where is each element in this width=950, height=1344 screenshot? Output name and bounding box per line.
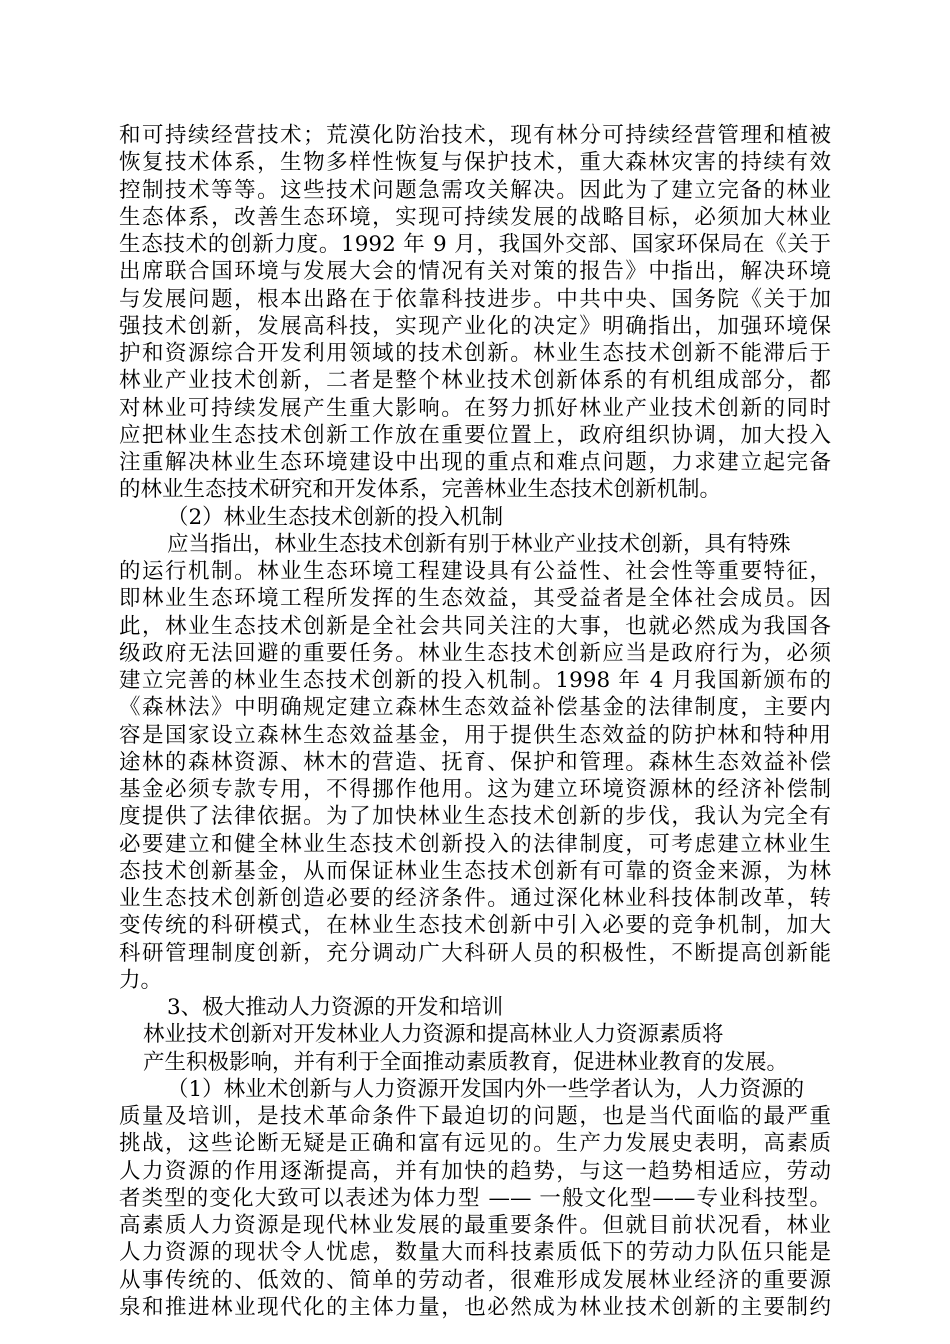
text-line: 即林业生态环境工程所发挥的生态效益，其受益者是全体社会成员。因 [119, 586, 831, 612]
text-line: 产生积极影响，并有利于全面推动素质教育，促进林业教育的发展。 [143, 1049, 789, 1075]
text-line: 态技术创新基金，从而保证林业生态技术创新有可靠的资金来源，为林 [119, 858, 831, 884]
text-line: 出席联合国环境与发展大会的情况有关对策的报告》中指出，解决环境 [119, 259, 831, 285]
text-line: 变传统的科研模式，在林业生态技术创新中引入必要的竞争机制，加大 [119, 913, 831, 939]
text-line: 3、极大推动人力资源的开发和培训 [167, 995, 504, 1020]
text-line: 与发展问题，根本出路在于依靠科技进步。中共中央、国务院《关于加 [119, 286, 831, 312]
text-line: 途林的森林资源、林木的营造、抚育、保护和管理。森林生态效益补偿 [119, 749, 831, 775]
text-line: 《森林法》中明确规定建立森林生态效益补偿基金的法律制度，主要内 [119, 695, 831, 721]
text-line: 注重解决林业生态环境建设中出现的重点和难点问题，力求建立起完备 [119, 450, 831, 475]
text-line: 度提供了法律依据。为了加快林业生态技术创新的步伐，我认为完全有 [119, 804, 831, 830]
text-line: 挑战，这些论断无疑是正确和富有远见的。生产力发展史表明，高素质 [119, 1131, 831, 1157]
text-line: 的运行机制。林业生态环境工程建设具有公益性、社会性等重要特征， [119, 559, 831, 584]
text-line: 容是国家设立森林生态效益基金，用于提供生态效益的防护林和特种用 [119, 722, 831, 748]
text-line: 林业技术创新对开发林业人力资源和提高林业人力资源素质将 [143, 1022, 724, 1048]
document-body [119, 122, 831, 1321]
text-line: 级政府无法回避的重要任务。林业生态技术创新应当是政府行为，必须 [119, 640, 831, 666]
text-line: 质量及培训，是技术革命条件下最迫切的问题，也是当代面临的最严重 [119, 1104, 831, 1129]
text-line: 科研管理制度创新，充分调动广大科研人员的积极性，不断提高创新能 [119, 940, 831, 966]
text-line: 基金必须专款专用，不得挪作他用。这为建立环境资源林的经济补偿制 [119, 777, 831, 802]
text-line: 林业产业技术创新，二者是整个林业技术创新体系的有机组成部分，都 [119, 368, 831, 394]
text-line: 和可持续经营技术；荒漠化防治技术，现有林分可持续经营管理和植被 [119, 123, 831, 148]
text-line: 的林业生态技术研究和开发体系，完善林业生态技术创新机制。 [119, 477, 722, 503]
text-line: 从事传统的、低效的、简单的劳动者，很难形成发展林业经济的重要源 [119, 1267, 831, 1293]
text-line: 力。 [119, 967, 163, 993]
text-line: 人力资源的作用逐渐提高，并有加快的趋势，与这一趋势相适应，劳动 [119, 1158, 831, 1184]
text-line: 高素质人力资源是现代林业发展的最重要条件。但就目前状况看，林业 [119, 1213, 831, 1238]
text-line: 者类型的变化大致可以表述为体力型 —— 一般文化型——专业科技型。 [119, 1185, 831, 1211]
text-line: 必要建立和健全林业生态技术创新投入的法律制度，可考虑建立林业生 [119, 831, 831, 857]
text-line: 应把林业生态技术创新工作放在重要位置上，政府组织协调，加大投入 [119, 422, 831, 448]
text-line: 对林业可持续发展产生重大影响。在努力抓好林业产业技术创新的同时 [119, 395, 831, 421]
text-line: 控制技术等等。这些技术问题急需攻关解决。因此为了建立完备的林业 [119, 177, 831, 203]
text-line: （1）林业术创新与人力资源开发国内外一些学者认为，人力资源的 [167, 1076, 805, 1102]
text-line: 强技术创新，发展高科技，实现产业化的决定》明确指出，加强环境保 [119, 313, 831, 339]
text-line: 业生态技术创新创造必要的经济条件。通过深化林业科技体制改革，转 [119, 886, 831, 911]
text-line: 护和资源综合开发利用领域的技术创新。林业生态技术创新不能滞后于 [119, 341, 831, 366]
text-line: 此，林业生态技术创新是全社会共同关注的大事，也就必然成为我国各 [119, 613, 831, 639]
text-line: 泉和推进林业现代化的主体力量，也必然成为林业技术创新的主要制约 [119, 1294, 831, 1320]
text-line: 应当指出，林业生态技术创新有别于林业产业技术创新，具有特殊 [167, 531, 791, 557]
text-line: （2）林业生态技术创新的投入机制 [167, 504, 504, 530]
text-line: 生态技术的创新力度。1992 年 9 月，我国外交部、国家环保局在《关于 [119, 232, 831, 257]
text-line: 恢复技术体系，生物多样性恢复与保护技术，重大森林灾害的持续有效 [119, 150, 831, 176]
text-line: 建立完善的林业生态技术创新的投入机制。1998 年 4 月我国新颁布的 [119, 668, 831, 693]
text-line: 生态体系，改善生态环境，实现可持续发展的战略目标，必须加大林业 [119, 204, 831, 230]
text-line: 人力资源的现状令人忧虑，数量大而科技素质低下的劳动力队伍只能是 [119, 1240, 831, 1266]
